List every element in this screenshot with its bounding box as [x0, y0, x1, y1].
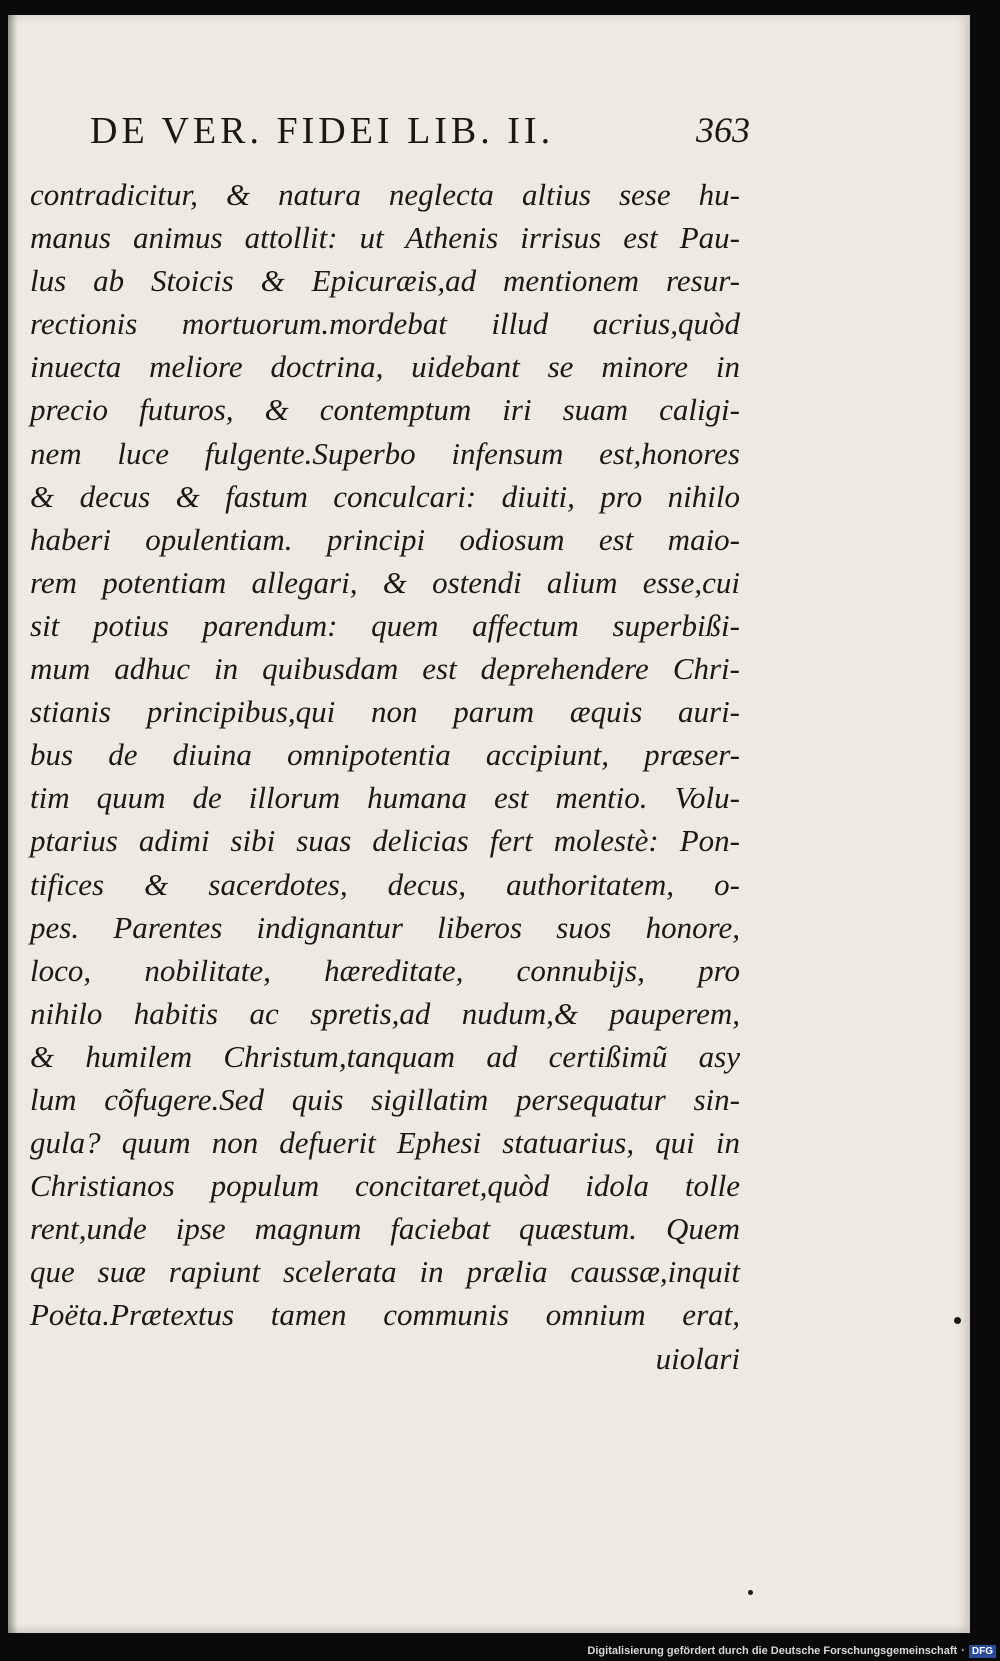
text-line: rectionis mortuorum.mordebat illud acrius,quòd [30, 306, 740, 342]
text-line: pes. Parentes indignantur liberos suos honore, [30, 909, 740, 945]
running-head [90, 109, 750, 159]
text-line: sit potius parendum: quem affectum superbißi- [30, 607, 740, 643]
text-line: Poëta.Prætextus tamen communis omnium erat, [30, 1297, 740, 1333]
text-line: lus ab Stoicis & Epicuræis,ad mentionem resur- [30, 263, 740, 299]
text-line: lum cõfugere.Sed quis sigillatim persequatur sin- [30, 1081, 740, 1117]
catchword: uiolari [655, 1340, 740, 1376]
text-line: rem potentiam allegari, & ostendi alium esse,cui [30, 564, 740, 600]
ink-speck [954, 1317, 961, 1324]
footer-credit: Digitalisierung gefördert durch die Deutsche Forschungsgemeinschaft · DFG [600, 1643, 996, 1659]
text-line: haberi opulentiam. principi odiosum est maio- [30, 521, 740, 557]
footer-credit-text: Digitalisierung gefördert durch die Deutsche Forschungsgemeinschaft [587, 1645, 958, 1657]
text-line: stianis principibus,qui non parum æquis auri- [30, 694, 740, 730]
text-line: ptarius adimi sibi suas delicias fert molestè: Pon- [30, 823, 740, 859]
text-line: rent,unde ipse magnum faciebat quæstum. Quem [30, 1211, 740, 1247]
text-line: contradicitur, & natura neglecta altius sese hu- [30, 177, 740, 212]
book-page [8, 15, 970, 1633]
text-line: manus animus attollit: ut Athenis irrisus est Pau- [30, 220, 740, 256]
text-line: bus de diuina omnipotentia accipiunt, præser- [30, 737, 740, 773]
text-line: Christianos populum concitaret,quòd idola tolle [30, 1168, 740, 1204]
text-line: nihilo habitis ac spretis,ad nudum,& pauperem, [30, 995, 740, 1031]
text-line: loco, nobilitate, hæreditate, connubijs, pro [30, 952, 740, 988]
text-line: nem luce fulgente.Superbo infensum est,honores [30, 435, 740, 471]
text-line: mum adhuc in quibusdam est deprehendere Chri- [30, 651, 740, 687]
text-line: precio futuros, & contemptum iri suam caligi- [30, 392, 740, 428]
ink-speck [748, 1590, 753, 1595]
dfg-logo-icon: DFG [969, 1645, 996, 1658]
text-line: tifices & sacerdotes, decus, authoritatem, o- [30, 866, 740, 902]
body-text [30, 173, 740, 1380]
page-gutter-shadow [8, 15, 18, 1633]
text-line: inuecta meliore doctrina, uidebant se minore in [30, 349, 740, 385]
text-line: tim quum de illorum humana est mentio. Volu- [30, 780, 740, 816]
text-line: & decus & fastum conculcari: diuiti, pro nihilo [30, 478, 740, 514]
page-number: 363 [696, 110, 750, 150]
text-line: & humilem Christum,tanquam ad certißimũ asy [30, 1038, 740, 1074]
text-line: gula? quum non defuerit Ephesi statuarius, qui in [30, 1125, 740, 1161]
text-line: que suæ rapiunt scelerata in prælia caussæ,inquit [30, 1254, 740, 1290]
running-head-title: DE VER. FIDEI LIB. II. [90, 110, 555, 152]
